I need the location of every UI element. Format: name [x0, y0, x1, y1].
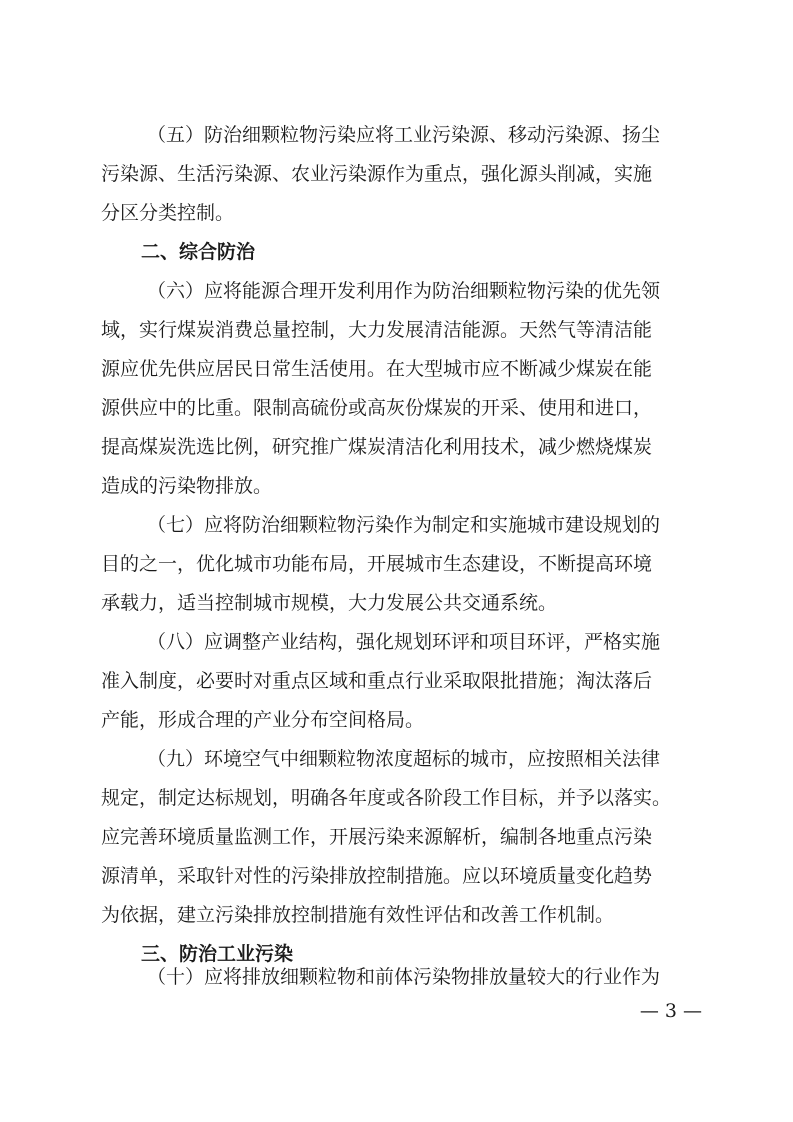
paragraph-line: （九）环境空气中细颗粒物浓度超标的城市，应按照相关法律	[147, 748, 661, 770]
page-number: — 3 —	[639, 1000, 702, 1022]
paragraph-line: 域，实行煤炭消费总量控制，大力发展清洁能源。天然气等清洁能	[101, 319, 653, 341]
paragraph-line: （八）应调整产业结构，强化规划环评和项目环评，严格实施	[147, 631, 661, 653]
paragraph-9	[101, 740, 701, 935]
paragraph-line: 源供应中的比重。限制高硫份或高灰份煤炭的开采、使用和进口，	[101, 397, 653, 419]
paragraph-line: 污染源、生活污染源、农业污染源作为重点，强化源头削减，实施	[101, 163, 653, 185]
paragraph-line: 造成的污染物排放。	[101, 475, 273, 497]
paragraph-line: （五）防治细颗粒物污染应将工业污染源、移动污染源、扬尘	[147, 124, 661, 146]
paragraph-7	[101, 506, 701, 623]
paragraph-line: 承载力，适当控制城市规模，大力发展公共交通系统。	[101, 592, 558, 614]
paragraph-line: 源应优先供应居民日常生活使用。在大型城市应不断减少煤炭在能	[101, 358, 653, 380]
paragraph-line: 目的之一，优化城市功能布局，开展城市生态建设，不断提高环境	[101, 553, 653, 575]
paragraph-10	[101, 958, 701, 997]
paragraph-line: 规定，制定达标规划，明确各年度或各阶段工作目标，并予以落实。	[101, 787, 672, 809]
paragraph-line: 为依据，建立污染排放控制措施有效性评估和改善工作机制。	[101, 904, 615, 926]
paragraph-line: 提高煤炭洗选比例，研究推广煤炭清洁化利用技术，减少燃烧煤炭	[101, 436, 653, 458]
paragraph-line: （十）应将排放细颗粒物和前体污染物排放量较大的行业作为	[147, 966, 661, 988]
paragraph-5	[101, 116, 701, 233]
paragraph-line: 分区分类控制。	[101, 202, 235, 224]
paragraph-line: （七）应将防治细颗粒物污染作为制定和实施城市建设规划的	[147, 514, 661, 536]
paragraph-8	[101, 623, 701, 740]
paragraph-line: 应完善环境质量监测工作，开展污染来源解析，编制各地重点污染	[101, 826, 653, 848]
heading-text: 三、防治工业污染	[141, 943, 294, 965]
paragraph-6	[101, 272, 701, 506]
paragraph-line: 产能，形成合理的产业分布空间格局。	[101, 709, 425, 731]
paragraph-line: 源清单，采取针对性的污染排放控制措施。应以环境质量变化趋势	[101, 865, 653, 887]
section-heading-2	[101, 233, 701, 272]
paragraph-line: （六）应将能源合理开发利用作为防治细颗粒物污染的优先领	[147, 280, 661, 302]
heading-text: 二、综合防治	[141, 241, 256, 263]
paragraph-line: 准入制度，必要时对重点区域和重点行业采取限批措施；淘汰落后	[101, 670, 653, 692]
